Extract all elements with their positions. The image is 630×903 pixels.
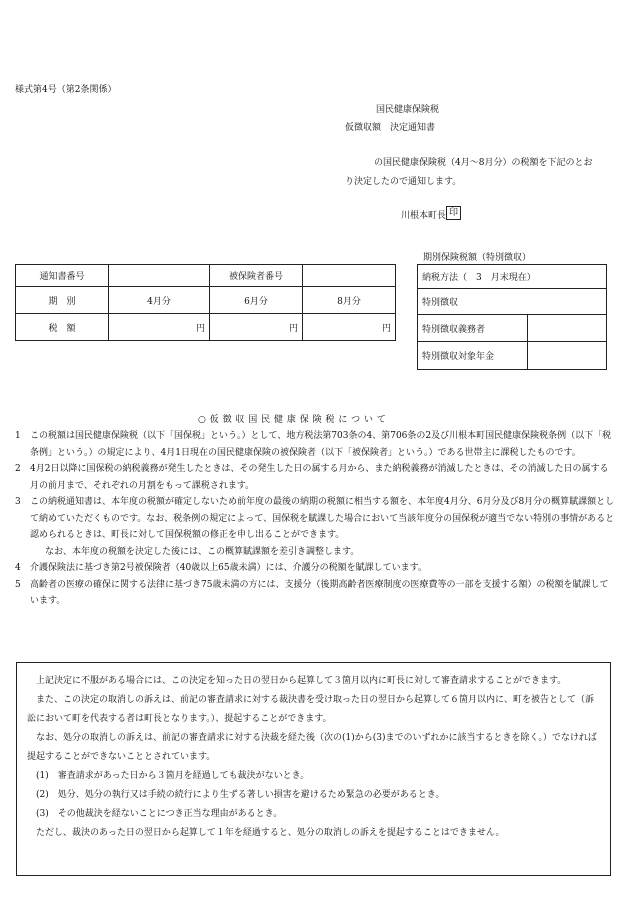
payment-method: 納税方法（ 3 月末現在） xyxy=(418,265,607,289)
tax-apr: 円 xyxy=(109,314,210,341)
period-apr: 4月分 xyxy=(109,287,210,314)
appeal-c1: (1) 審査請求があった日から３箇月を経過しても裁決がないとき。 xyxy=(36,771,310,781)
section-title: ○ 仮 徴 収 国 民 健 康 保 険 税 に つ い て xyxy=(198,415,387,425)
list-item: 3 この納税通知書は、本年度の税額が確定しないため前年度の最後の納期の税額に相当する額を、本年度4月分、6月分及び8月分の概算賦課額として納めていただくものです。なお、税条例の規定によって、国保税を賦課した場合において当該年度分の国保税が適当でない特別の事情があると認められるときは、町長に対して国保税額の修正を申し出ることができます。 xyxy=(15,497,615,540)
intro-line2: り決定したので通知します。 xyxy=(345,177,462,187)
list-item: 4 介護保険法に基づき第2号被保険者（40歳以上65歳未満）には、介護分の税額を賦課しています。 xyxy=(15,563,427,573)
seal-mark: 印 xyxy=(446,206,461,220)
title-line1: 国民健康保険税 xyxy=(376,105,440,115)
tax-table xyxy=(15,264,396,341)
tax-label: 税 額 xyxy=(16,314,109,341)
period-label: 期 別 xyxy=(16,287,109,314)
notice-no-value xyxy=(109,265,210,287)
obligor-value xyxy=(527,315,606,342)
pension-label: 特別徴収対象年金 xyxy=(418,342,528,370)
appeal-p3: なお、処分の取消しの訴えは、前記の審査請求に対する決裁を経た後（次の(1)から(3)までのいずれかに該当するときを除く。）でなければ提起することができないこととされています。 xyxy=(27,733,597,762)
notes-list xyxy=(15,428,615,610)
list-item: 2 4月2日以降に国保税の納税義務が発生したときは、その発生した日の属する月から、また納税義務が消滅したときは、その消滅した日の属する月の前月まで、それぞれの月割をもって課税されます。 xyxy=(15,464,609,491)
intro-line1: の国民健康保険税（4月〜8月分）の税額を下記のとお xyxy=(374,158,593,168)
right-table-caption: 期別保険税額（特別徴収） xyxy=(423,253,532,263)
pension-value xyxy=(527,342,606,370)
appeal-p2: また、この決定の取消しの訴えは、前記の審査請求に対する裁決書を受け取った日の翌日から起算して６箇月以内に、町を被告として（訴訟において町を代表する者は町長となります。）、提起することができます。 xyxy=(27,695,595,724)
period-jun: 6月分 xyxy=(210,287,303,314)
special-collection-table xyxy=(417,264,607,370)
list-item: 1 この税額は国民健康保険税（以下「国保税」という。）として、地方税法第703条の4、第706条の2及び川根本町国民健康保険税条例（以下「税条例」という。）の規定により、4月1日現在の国民健康保険の被保険者（以下「被保険者」という。）である世帯主に課税したものです。 xyxy=(15,431,612,458)
appeal-notice-box xyxy=(16,662,611,876)
title-line2: 仮徴収額 決定通知書 xyxy=(345,123,436,133)
appeal-p1: 上記決定に不服がある場合には、この決定を知った日の翌日から起算して３箇月以内に町長に対して審査請求することができます。 xyxy=(36,676,567,686)
special-collection: 特別徴収 xyxy=(418,289,607,315)
form-label: 様式第4号（第2条関係） xyxy=(15,85,117,95)
mayor-name: 川根本町長 xyxy=(401,211,447,221)
period-aug: 8月分 xyxy=(303,287,396,314)
tax-jun: 円 xyxy=(210,314,303,341)
insured-no-value xyxy=(303,265,396,287)
appeal-c2: (2) 処分、処分の執行又は手続の続行により生ずる著しい損害を避けるため緊急の必要があるとき。 xyxy=(36,790,445,800)
list-item: 5 高齢者の医療の確保に関する法律に基づき75歳未満の方には、支援分（後期高齢者医療制度の医療費等の一部を支援する額）の税額を賦課しています。 xyxy=(15,579,609,606)
appeal-c3: (3) その他裁決を経ないことにつき正当な理由があるとき。 xyxy=(36,809,283,819)
appeal-p4: ただし、裁決のあった日の翌日から起算して１年を経過すると、処分の取消しの訴えを提起することはできません。 xyxy=(36,828,505,838)
list-item: なお、本年度の税額を決定した後には、この概算賦課額を差引き調整します。 xyxy=(45,546,360,557)
tax-aug: 円 xyxy=(303,314,396,341)
notice-no-label: 通知書番号 xyxy=(16,265,109,287)
obligor-label: 特別徴収義務者 xyxy=(418,315,528,342)
insured-no-label: 被保険者番号 xyxy=(210,265,303,287)
